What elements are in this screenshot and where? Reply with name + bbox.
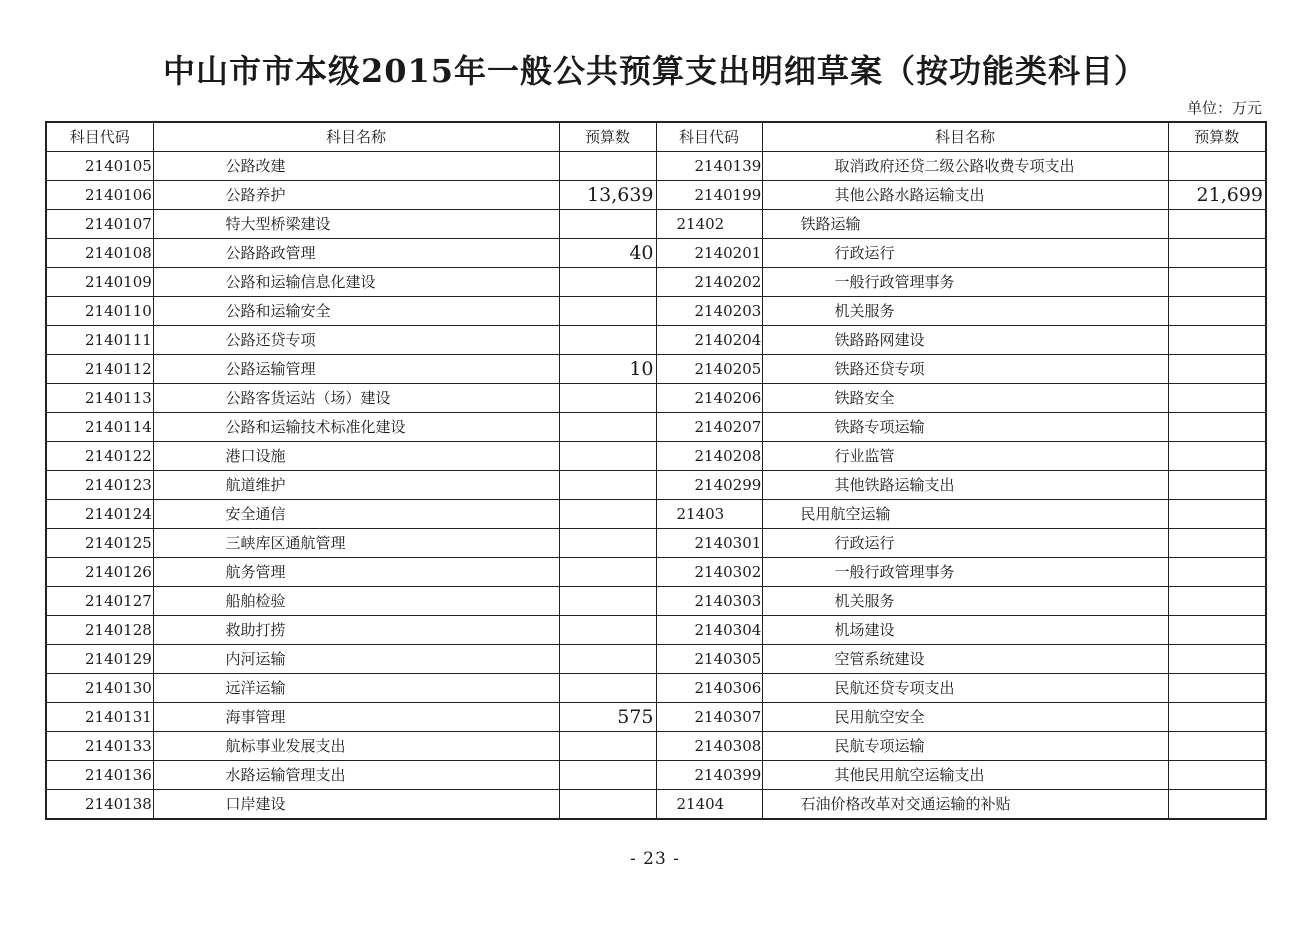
- code-right-cell: 2140207: [656, 413, 762, 442]
- name-right-cell: 机关服务: [762, 587, 1168, 616]
- amount-left-cell: [559, 616, 656, 645]
- name-right-cell: 一般行政管理事务: [762, 558, 1168, 587]
- code-right-cell: 2140308: [656, 732, 762, 761]
- name-left-cell: 特大型桥梁建设: [153, 210, 559, 239]
- amount-right-cell: [1168, 645, 1266, 674]
- code-right-cell: 2140303: [656, 587, 762, 616]
- code-left-cell: 2140124: [46, 500, 153, 529]
- name-right-cell: 民用航空安全: [762, 703, 1168, 732]
- amount-left-cell: [559, 297, 656, 326]
- amount-left-cell: [559, 674, 656, 703]
- table-row: [46, 152, 1266, 181]
- amount-left-cell: 10: [559, 355, 656, 384]
- page-title: 中山市市本级2015年一般公共预算支出明细草案（按功能类科目）: [162, 52, 1148, 90]
- name-right-cell: 一般行政管理事务: [762, 268, 1168, 297]
- table-row: [46, 384, 1266, 413]
- name-left-cell: 航务管理: [153, 558, 559, 587]
- code-left-cell: 2140127: [46, 587, 153, 616]
- table-row: [46, 210, 1266, 239]
- name-left-cell: 船舶检验: [153, 587, 559, 616]
- code-right-cell: 2140205: [656, 355, 762, 384]
- name-left-cell: 海事管理: [153, 703, 559, 732]
- code-left-cell: 2140129: [46, 645, 153, 674]
- name-left-cell: 航道维护: [153, 471, 559, 500]
- name-right-cell: 取消政府还贷二级公路收费专项支出: [762, 152, 1168, 181]
- unit-label: 单位：万元: [1186, 99, 1262, 117]
- table-row: [46, 442, 1266, 471]
- amount-left-cell: [559, 790, 656, 820]
- amount-left-cell: [559, 500, 656, 529]
- name-right-cell: 石油价格改革对交通运输的补贴: [762, 790, 1168, 820]
- amount-left-cell: [559, 761, 656, 790]
- name-left-cell: 公路客货运站（场）建设: [153, 384, 559, 413]
- table-row: [46, 181, 1266, 210]
- amount-left-cell: [559, 558, 656, 587]
- name-right-cell: 铁路还贷专项: [762, 355, 1168, 384]
- amount-right-cell: [1168, 616, 1266, 645]
- amount-right-cell: [1168, 442, 1266, 471]
- amount-right-cell: [1168, 268, 1266, 297]
- amount-left-cell: [559, 529, 656, 558]
- name-right-cell: 其他民用航空运输支出: [762, 761, 1168, 790]
- code-left-cell: 2140111: [46, 326, 153, 355]
- amount-right-cell: 21,699: [1168, 181, 1266, 210]
- name-left-cell: 内河运输: [153, 645, 559, 674]
- name-right-cell: 其他公路水路运输支出: [762, 181, 1168, 210]
- name-left-cell: 港口设施: [153, 442, 559, 471]
- table-row: [46, 645, 1266, 674]
- name-right-cell: 其他铁路运输支出: [762, 471, 1168, 500]
- code-left-cell: 2140122: [46, 442, 153, 471]
- header-name-right: 科目名称: [762, 122, 1168, 152]
- code-right-cell: 2140202: [656, 268, 762, 297]
- name-right-cell: 机场建设: [762, 616, 1168, 645]
- amount-right-cell: [1168, 297, 1266, 326]
- name-right-cell: 铁路路网建设: [762, 326, 1168, 355]
- name-left-cell: 安全通信: [153, 500, 559, 529]
- code-right-cell: 2140206: [656, 384, 762, 413]
- code-right-cell: 21403: [656, 500, 762, 529]
- table-row: [46, 355, 1266, 384]
- code-right-cell: 2140199: [656, 181, 762, 210]
- code-left-cell: 2140138: [46, 790, 153, 820]
- code-left-cell: 2140136: [46, 761, 153, 790]
- name-right-cell: 行业监管: [762, 442, 1168, 471]
- budget-table: [45, 121, 1267, 820]
- code-right-cell: 21402: [656, 210, 762, 239]
- amount-right-cell: [1168, 326, 1266, 355]
- code-right-cell: 2140203: [656, 297, 762, 326]
- amount-left-cell: [559, 268, 656, 297]
- code-right-cell: 21404: [656, 790, 762, 820]
- table-row: [46, 703, 1266, 732]
- amount-left-cell: 13,639: [559, 181, 656, 210]
- name-right-cell: 民航还贷专项支出: [762, 674, 1168, 703]
- name-left-cell: 公路改建: [153, 152, 559, 181]
- amount-left-cell: [559, 210, 656, 239]
- name-left-cell: 水路运输管理支出: [153, 761, 559, 790]
- name-left-cell: 航标事业发展支出: [153, 732, 559, 761]
- table-row: [46, 326, 1266, 355]
- table-row: [46, 587, 1266, 616]
- amount-left-cell: 40: [559, 239, 656, 268]
- name-left-cell: 公路路政管理: [153, 239, 559, 268]
- code-left-cell: 2140126: [46, 558, 153, 587]
- name-right-cell: 行政运行: [762, 239, 1168, 268]
- code-right-cell: 2140204: [656, 326, 762, 355]
- name-left-cell: 公路运输管理: [153, 355, 559, 384]
- amount-right-cell: [1168, 210, 1266, 239]
- table-row: [46, 616, 1266, 645]
- table-row: [46, 790, 1266, 820]
- code-left-cell: 2140108: [46, 239, 153, 268]
- code-left-cell: 2140105: [46, 152, 153, 181]
- table-row: [46, 268, 1266, 297]
- code-right-cell: 2140306: [656, 674, 762, 703]
- name-right-cell: 铁路安全: [762, 384, 1168, 413]
- page-number: - 23 -: [630, 849, 680, 869]
- table-row: [46, 297, 1266, 326]
- amount-right-cell: [1168, 558, 1266, 587]
- code-right-cell: 2140301: [656, 529, 762, 558]
- table-row: [46, 558, 1266, 587]
- table-row: [46, 413, 1266, 442]
- table-row: [46, 500, 1266, 529]
- name-left-cell: 公路和运输技术标准化建设: [153, 413, 559, 442]
- amount-right-cell: [1168, 703, 1266, 732]
- code-left-cell: 2140114: [46, 413, 153, 442]
- code-left-cell: 2140107: [46, 210, 153, 239]
- amount-right-cell: [1168, 790, 1266, 820]
- amount-right-cell: [1168, 500, 1266, 529]
- code-left-cell: 2140130: [46, 674, 153, 703]
- amount-left-cell: [559, 645, 656, 674]
- header-amount-right: 预算数: [1168, 122, 1266, 152]
- code-right-cell: 2140208: [656, 442, 762, 471]
- name-left-cell: 公路养护: [153, 181, 559, 210]
- name-left-cell: 口岸建设: [153, 790, 559, 820]
- table-row: [46, 471, 1266, 500]
- amount-left-cell: [559, 384, 656, 413]
- header-code-left: 科目代码: [46, 122, 153, 152]
- table-row: [46, 239, 1266, 268]
- code-left-cell: 2140112: [46, 355, 153, 384]
- name-left-cell: 公路和运输安全: [153, 297, 559, 326]
- name-left-cell: 远洋运输: [153, 674, 559, 703]
- name-right-cell: 民用航空运输: [762, 500, 1168, 529]
- amount-right-cell: [1168, 471, 1266, 500]
- amount-left-cell: [559, 471, 656, 500]
- code-right-cell: 2140299: [656, 471, 762, 500]
- header-name-left: 科目名称: [153, 122, 559, 152]
- amount-left-cell: 575: [559, 703, 656, 732]
- amount-right-cell: [1168, 732, 1266, 761]
- name-right-cell: 铁路运输: [762, 210, 1168, 239]
- amount-left-cell: [559, 442, 656, 471]
- amount-right-cell: [1168, 384, 1266, 413]
- code-right-cell: 2140139: [656, 152, 762, 181]
- table-body: [46, 152, 1266, 820]
- code-right-cell: 2140201: [656, 239, 762, 268]
- name-left-cell: 公路还贷专项: [153, 326, 559, 355]
- code-left-cell: 2140123: [46, 471, 153, 500]
- header-amount-left: 预算数: [559, 122, 656, 152]
- code-left-cell: 2140113: [46, 384, 153, 413]
- name-right-cell: 铁路专项运输: [762, 413, 1168, 442]
- amount-right-cell: [1168, 152, 1266, 181]
- code-left-cell: 2140128: [46, 616, 153, 645]
- amount-left-cell: [559, 732, 656, 761]
- code-left-cell: 2140133: [46, 732, 153, 761]
- table-row: [46, 732, 1266, 761]
- code-right-cell: 2140399: [656, 761, 762, 790]
- table-row: [46, 761, 1266, 790]
- code-right-cell: 2140304: [656, 616, 762, 645]
- name-right-cell: 空管系统建设: [762, 645, 1168, 674]
- amount-right-cell: [1168, 761, 1266, 790]
- name-left-cell: 救助打捞: [153, 616, 559, 645]
- amount-right-cell: [1168, 413, 1266, 442]
- name-right-cell: 行政运行: [762, 529, 1168, 558]
- header-code-right: 科目代码: [656, 122, 762, 152]
- code-left-cell: 2140106: [46, 181, 153, 210]
- table-row: [46, 529, 1266, 558]
- code-left-cell: 2140125: [46, 529, 153, 558]
- amount-right-cell: [1168, 587, 1266, 616]
- amount-left-cell: [559, 326, 656, 355]
- amount-right-cell: [1168, 239, 1266, 268]
- code-right-cell: 2140305: [656, 645, 762, 674]
- amount-left-cell: [559, 413, 656, 442]
- amount-right-cell: [1168, 529, 1266, 558]
- table-row: [46, 674, 1266, 703]
- name-right-cell: 民航专项运输: [762, 732, 1168, 761]
- code-left-cell: 2140109: [46, 268, 153, 297]
- amount-left-cell: [559, 587, 656, 616]
- name-right-cell: 机关服务: [762, 297, 1168, 326]
- name-left-cell: 公路和运输信息化建设: [153, 268, 559, 297]
- code-right-cell: 2140302: [656, 558, 762, 587]
- code-left-cell: 2140110: [46, 297, 153, 326]
- amount-right-cell: [1168, 355, 1266, 384]
- amount-left-cell: [559, 152, 656, 181]
- code-right-cell: 2140307: [656, 703, 762, 732]
- table-header-row: [46, 122, 1266, 152]
- amount-right-cell: [1168, 674, 1266, 703]
- name-left-cell: 三峡库区通航管理: [153, 529, 559, 558]
- code-left-cell: 2140131: [46, 703, 153, 732]
